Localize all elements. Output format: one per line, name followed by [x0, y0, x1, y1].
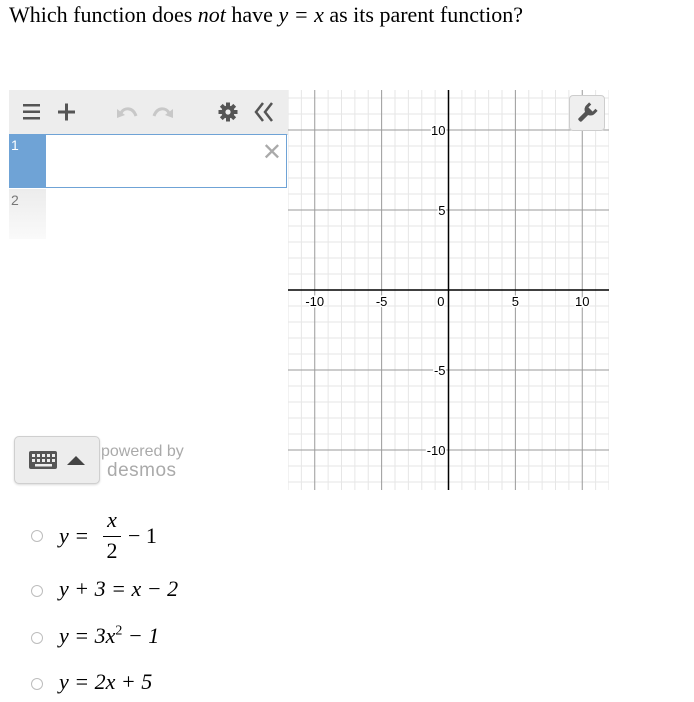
desmos-logo: desmos: [107, 460, 177, 481]
clear-icon[interactable]: ✕: [261, 138, 282, 166]
answer-choice-a[interactable]: [31, 505, 231, 565]
radio-button[interactable]: [31, 530, 43, 542]
fraction-denominator: 2: [106, 538, 118, 563]
collapse-icon[interactable]: [251, 90, 277, 134]
settings-icon[interactable]: [216, 90, 240, 134]
y-tick-label: -5: [433, 363, 446, 378]
x-tick-label: -10: [305, 294, 325, 309]
powered-by-desmos[interactable]: [101, 442, 184, 480]
desmos-calculator: [9, 90, 609, 490]
expression-index-tab: 1: [9, 134, 46, 188]
expression-row-2[interactable]: [9, 189, 288, 239]
choice-text: $y = 3x^2 - 1$: [59, 623, 160, 648]
x-tick-label: 0: [437, 294, 445, 309]
undo-icon[interactable]: [115, 90, 141, 134]
choice-text: y + 3 = x − 2: [59, 576, 179, 601]
answer-choice-c[interactable]: [31, 623, 231, 653]
choice-rest: − 1: [128, 523, 157, 548]
expression-toolbar: [9, 90, 288, 135]
keypad-toggle-button[interactable]: [14, 436, 100, 484]
wrench-icon: [570, 96, 604, 130]
fraction-numerator: x: [107, 507, 117, 532]
x-tick-label: -5: [375, 294, 388, 309]
graph-settings-button[interactable]: [569, 95, 605, 131]
menu-icon[interactable]: [19, 90, 45, 134]
question-text: Which function does not have y = x as its parent function?: [9, 2, 523, 27]
keyboard-icon: [29, 451, 57, 469]
y-tick-label: 5: [438, 203, 446, 218]
expression-input[interactable]: [46, 189, 286, 239]
y-tick-label: 10: [431, 123, 446, 138]
expression-input[interactable]: [46, 134, 287, 188]
expression-index-tab: 2: [9, 189, 46, 239]
radio-button[interactable]: [31, 632, 43, 644]
choice-lhs: y =: [59, 523, 90, 548]
expression-row-1[interactable]: [9, 134, 288, 188]
x-tick-label: 5: [511, 294, 519, 309]
radio-button[interactable]: [31, 678, 43, 690]
choice-text: y = 2x + 5: [59, 669, 153, 694]
powered-by-text: powered by: [101, 443, 184, 460]
add-icon[interactable]: [55, 90, 79, 134]
x-tick-label: 10: [575, 294, 590, 309]
radio-button[interactable]: [31, 585, 43, 597]
redo-icon[interactable]: [149, 90, 175, 134]
triangle-up-icon: [67, 456, 85, 465]
y-tick-label: -10: [426, 443, 446, 458]
fraction-bar: [103, 536, 121, 537]
expression-panel: [9, 90, 288, 490]
answer-choice-b[interactable]: [31, 576, 231, 606]
graph-paper[interactable]: [288, 90, 609, 490]
answer-choice-d[interactable]: [31, 669, 231, 699]
